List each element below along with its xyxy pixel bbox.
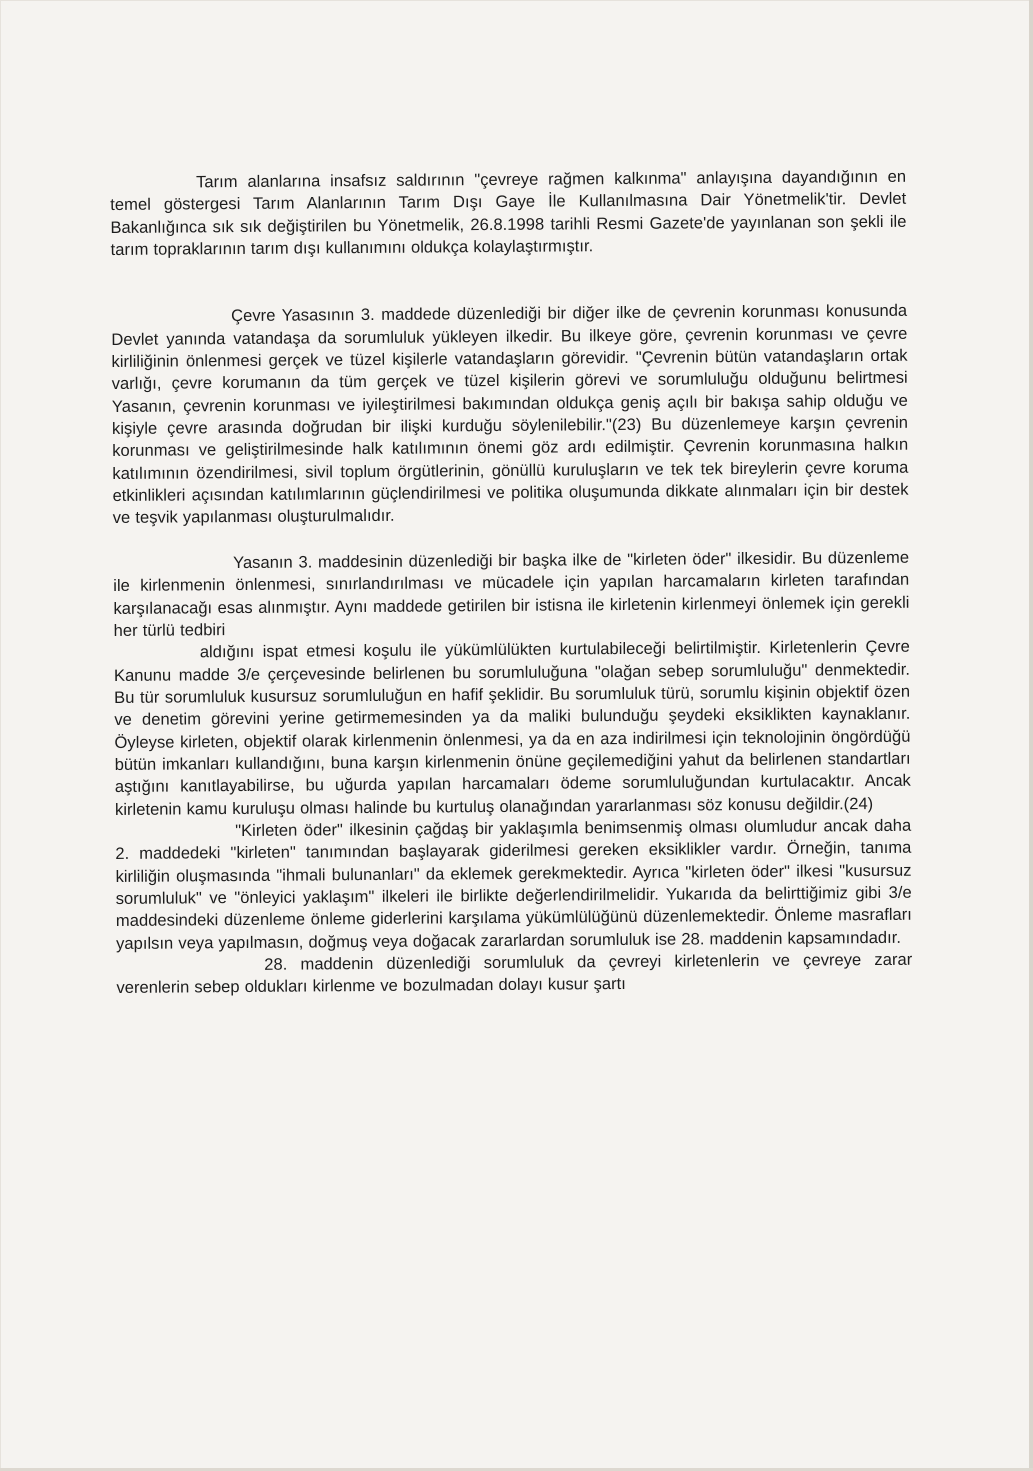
paragraph-citizen-responsibility: Çevre Yasasının 3. maddede düzenlediği bir diğer ilke de çevrenin korunması konusunda Devlet yanında vatandaşa da sorumluluk yükleyen ilkedir. Bu ilkeye göre, çevrenin korunması ve çevre kirliliğinin önlenmesi gerçek ve tüzel kişilerle vatandaşların görevidir. "Çevrenin bütün vatandaşların ortak varlığı, çevre korumanın da tüm gerçek ve tüzel kişilerin görevi ve sorumluluğu olduğunu belirtmesi Yasanın, çevrenin korunması ve iyileştirilmesi bakımından oldukça geniş açılı bir bakışa sahip olduğu ve kişiyle çevre arasında doğrudan bir ilişki kurduğu söylenilebilir."(23) Bu düzenlemeye karşın çevrenin korunması ve geliştirilmesinde halk katılımının önemi göz ardı edilmiştir. Çevrenin korunmasına halkın katılımının özendirilmesi, sivil toplum örgütlerinin, gönüllü kuruluşların ve tek tek bireylerin çevre koruma etkinlikleri açısından katılımlarının güçlendirilmesi ve politika oluşumunda dikkate alınmaları için bir destek ve teşvik yapılanması oluşturulmalıdır. bbox=[111, 301, 909, 528]
document-body bbox=[110, 166, 912, 1000]
paragraph-polluter-pays: Yasanın 3. maddesinin düzenlediği bir başka ilke de "kirleten öder" ilkesidir. Bu düzenleme ile kirlenmenin önlenmesi, sınırlandırılması ve mücadele için yapılan harcamaların kirleten tarafından karşılanacağı esas alınmıştır. Aynı maddede getirilen bir istisna ile kirletenin kirlenmeyi önlemek için gerekli her türlü tedbiri bbox=[113, 547, 910, 640]
paragraph-polluter-pays-evaluation: "Kirleten öder" ilkesinin çağdaş bir yaklaşımla benimsenmiş olması olumludur ancak daha 2. maddedeki "kirleten" tanımından başlayarak giderilmesi gereken eksiklikler vardır. Örneğin, tanıma kirliliğin oluşmasında "ihmali bulunanları" da eklemek gerekmektedir. Ayrıca "kirleten öder" ilkesi "kusursuz sorumluluk" ve "önleyici yaklaşım" ilkeleri ile birlikte değerlendirilmelidir. Yukarıda da belirttiğimiz gibi 3/e maddesindeki düzenleme önleme giderlerini karşılama yükümlülüğünü düzenlemektedir. Önleme masrafları yapılsın veya yapılmasın, doğmuş veya doğacak zararlardan sorumluluk ise 28. maddenin kapsamındadır. bbox=[115, 815, 912, 953]
paragraph-agricultural-land: Tarım alanlarına insafsız saldırının "çevreye rağmen kalkınma" anlayışına dayandığının en temel göstergesi Tarım Alanlarının Tarım Dışı Gaye İle Kullanılmasına Dair Yönetmelik'tir. Devlet Bakanlığınca sık sık değiştirilen bu Yönetmelik, 26.8.1998 tarihli Resmi Gazete'de yayınlanan son şekli ile tarım topraklarının tarım dışı kullanımını oldukça kolaylaştırmıştır. bbox=[110, 166, 907, 260]
paragraph-article-28: 28. maddenin düzenlediği sorumluluk da çevreyi kirletenlerin ve çevreye zarar verenlerin sebep oldukları kirlenme ve bozulmadan dolayı kusur şartı bbox=[116, 949, 913, 998]
page-edge-right bbox=[1029, 0, 1033, 1471]
paragraph-polluter-pays-continued: aldığını ispat etmesi koşulu ile yükümlülükten kurtulabileceği belirtilmiştir. Kirletenlerin Çevre Kanunu madde 3/e çerçevesinde belirlenen bu sorumluluğuna "olağan sebep sorumluluğu" denmektedir. Bu tür sorumluluk kusursuz sorumluluğun en hafif şeklidir. Bu sorumluluk türü, sorumlu kişinin objektif özen ve denetim görevini yerine getirmemesinden ya da maliki bulunduğu şeydeki eksiklikten kaynaklanır. Öyleyse kirleten, objektif olarak kirlenmenin önlenmesi, ya da en aza indirilmesi için teknolojinin öngördüğü bütün imkanları kullandığını, buna karşın kirlenmenin önüne geçilemediğini yahut da belirlenen standartları aştığını kanıtlayabilirse, bu uğurda yapılan harcamaları ödeme sorumluluğundan kurtulacaktır. Ancak kirletenin kamu kuruluşu olması halinde bu kurtuluş olanağından yararlanması söz konusu değildir.(24) bbox=[113, 636, 911, 819]
